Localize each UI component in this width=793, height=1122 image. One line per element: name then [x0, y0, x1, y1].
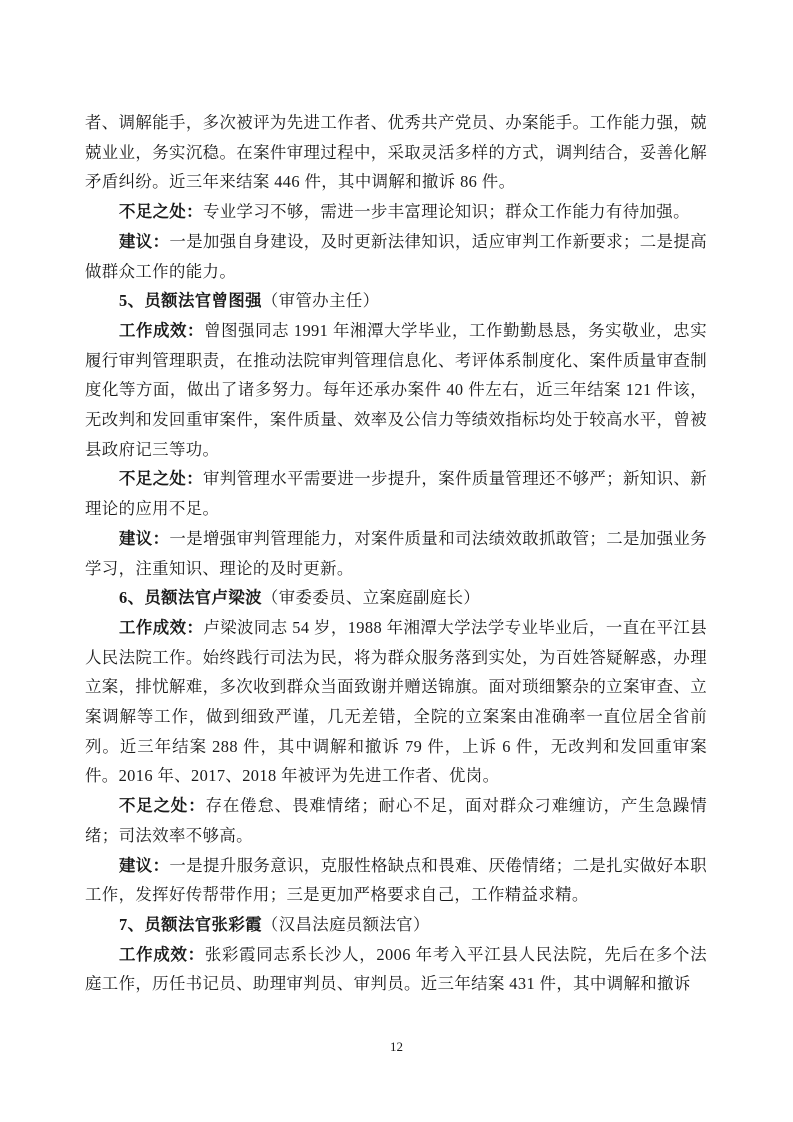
document-body: [85, 108, 707, 999]
page-number: 12: [390, 1039, 403, 1054]
paragraph-text: 一是加强自身建设，及时更新法律知识，适应审判工作新要求；二是提高做群众工作的能力。: [85, 231, 707, 281]
heading-subtitle: （审委委员、立案庭副庭长）: [261, 588, 481, 608]
paragraph-text: 审判管理水平需要进一步提升，案件质量管理还不够严；新知识、新理论的应用不足。: [85, 469, 708, 519]
heading-title: 5、员额法官曾图强: [119, 291, 262, 311]
paragraph-text: 者、调解能手，多次被评为先进工作者、优秀共产党员、办案能手。工作能力强，兢兢业业，务实沉稳。在案件审理过程中，采取灵活多样的方式，调判结合，妥善化解矛盾纠纷。近三年来结案 446 件，其中调解和撤诉 86 件。: [85, 113, 707, 192]
paragraph-text: 专业学习不够，需进一步丰富理论知识；群众工作能力有待加强。: [202, 202, 690, 222]
paragraph-label: 建议：: [119, 231, 170, 251]
paragraph-text: 卢梁波同志 54 岁，1988 年湘潭大学法学专业毕业后，一直在平江县人民法院工作。始终践行司法为民，将为群众服务落到实处，为百姓答疑解惑，办理立案，排忧解难，多次收到群众当面致谢并赠送锦旗。面对琐细繁杂的立案审查、立案调解等工作，做到细致严谨，几无差错，全院的立案案由准确率一直位居全省前列。近三年结案 288 件，其中调解和撤诉 79 件，上诉 6 件，无改判和发回重审案件。2016 年、2017、2018 年被评为先进工作者、优岗。: [85, 617, 708, 786]
heading-title: 7、员额法官张彩霞: [119, 914, 262, 934]
paragraph-label: 工作成效：: [119, 944, 205, 964]
paragraph-label: 建议：: [119, 528, 170, 548]
paragraph-text: 一是增强审判管理能力，对案件质量和司法绩效敢抓敢管；二是加强业务学习，注重知识、理论的及时更新。: [85, 528, 707, 578]
paragraph: [85, 940, 707, 999]
paragraph-text: 存在倦怠、畏难情绪；耐心不足，面对群众刁难缠访，产生急躁情绪；司法效率不够高。: [85, 796, 707, 845]
section-heading: [85, 286, 707, 316]
paragraph: [85, 613, 707, 791]
paragraph-label: 工作成效：: [119, 617, 204, 637]
paragraph: [85, 316, 707, 465]
paragraph-label: 工作成效：: [119, 320, 205, 340]
paragraph-label: 不足之处：: [119, 469, 204, 489]
heading-subtitle: （审管办主任）: [261, 291, 380, 311]
paragraph-label: 不足之处：: [119, 202, 203, 222]
heading-title: 6、员额法官卢梁波: [119, 588, 262, 608]
paragraph-text: 曾图强同志 1991 年湘潭大学毕业，工作勤勤恳恳，务实敬业，忠实履行审判管理职责，在推动法院审判管理信息化、考评体系制度化、案件质量审查制度化等方面，做出了诸多努力。每年还承办案件 40 件左右，近三年结案 121 件该，无改判和发回重审案件，案件质量、效率及公信力等绩效指标均处于较高水平，曾被县政府记三等功。: [85, 320, 707, 459]
paragraph: [85, 108, 707, 197]
heading-subtitle: （汉昌法庭员额法官）: [261, 914, 430, 934]
paragraph: [85, 197, 707, 227]
section-heading: [85, 910, 707, 940]
paragraph: [85, 791, 707, 850]
paragraph: [85, 227, 707, 286]
paragraph: [85, 524, 707, 583]
paragraph: [85, 851, 707, 910]
paragraph-label: 不足之处：: [119, 796, 206, 816]
paragraph: [85, 464, 707, 523]
paragraph-text: 一是提升服务意识，克服性格缺点和畏难、厌倦情绪；二是扎实做好本职工作，发挥好传帮带作用；三是更加严格要求自己，工作精益求精。: [85, 855, 707, 905]
section-heading: [85, 583, 707, 613]
paragraph-label: 建议：: [119, 855, 170, 875]
paragraph-text: 张彩霞同志系长沙人，2006 年考入平江县人民法院，先后在多个法庭工作，历任书记员、助理审判员、审判员。近三年结案 431 件，其中调解和撤诉: [85, 944, 708, 994]
